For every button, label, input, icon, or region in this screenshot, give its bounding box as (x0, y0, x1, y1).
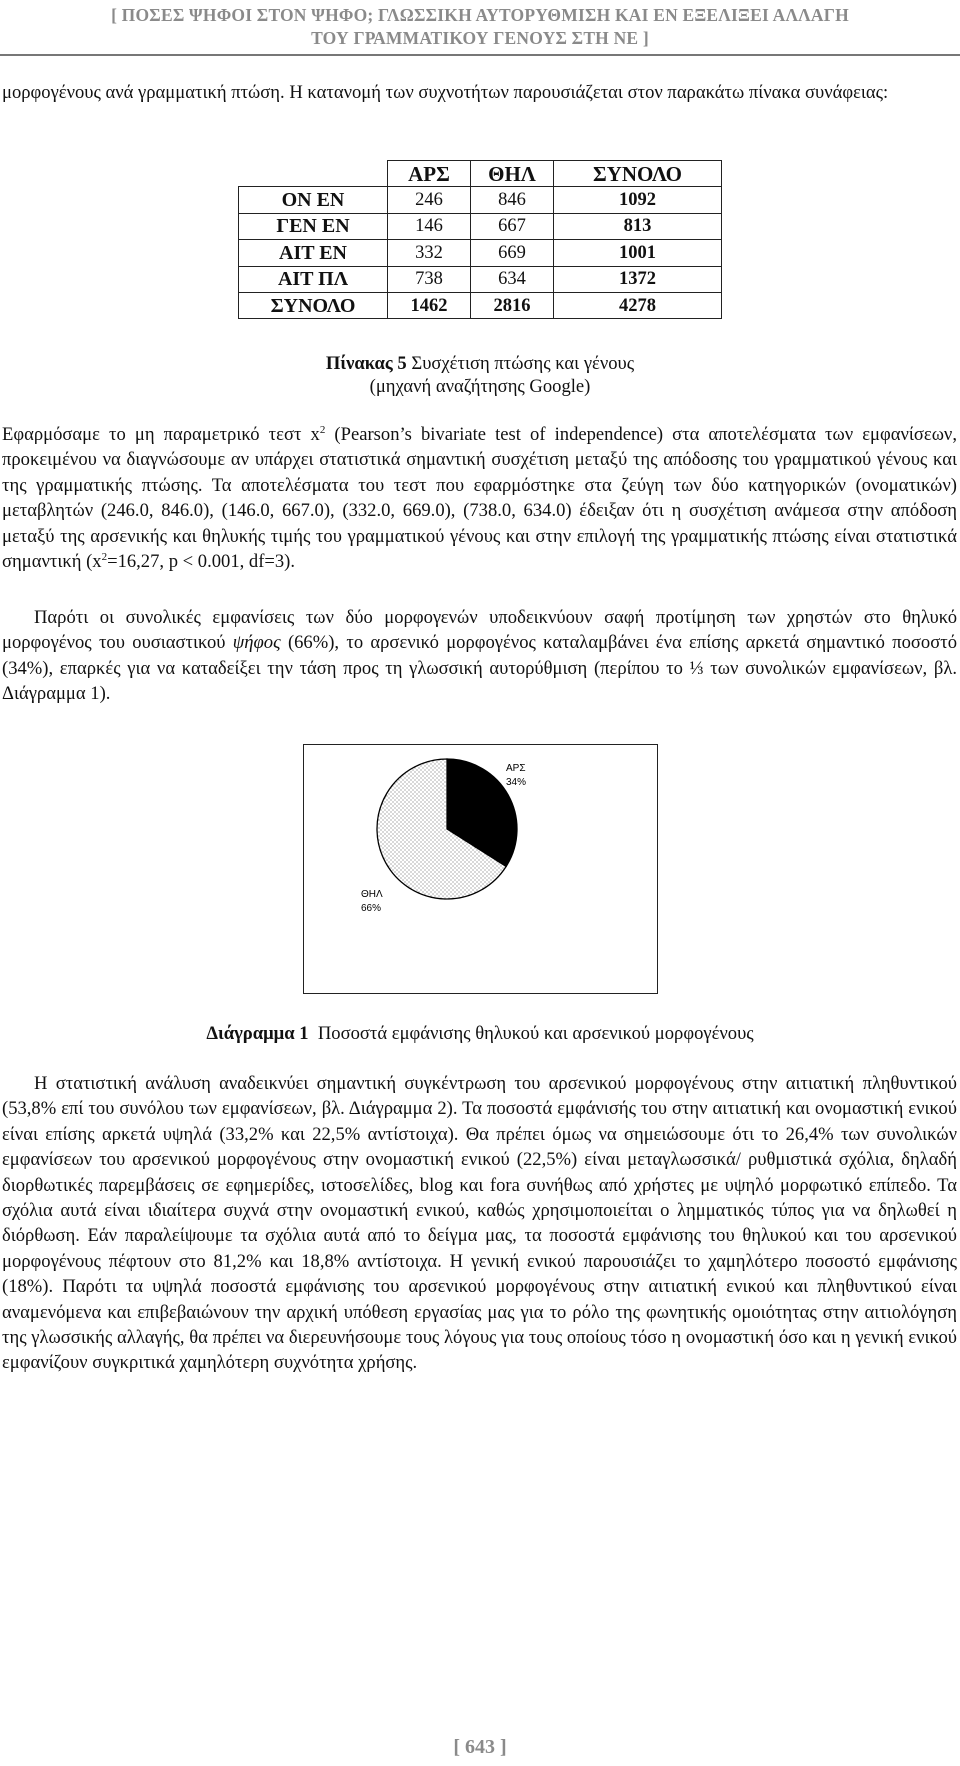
superscript: 2 (101, 551, 108, 564)
para1-text-a: Εφαρμόσαμε το μη παραμετρικό τεστ x (2, 424, 320, 445)
table-cell: 667 (471, 213, 554, 239)
table-caption-text: Συσχέτιση πτώσης και γένους (406, 353, 635, 374)
table-row (239, 213, 722, 239)
table-cell: 669 (471, 240, 554, 266)
superscript: 2 (319, 424, 326, 436)
running-header (0, 4, 960, 50)
table-corner-cell (239, 161, 388, 187)
paragraph-chi-square (2, 422, 957, 574)
contingency-table (238, 160, 722, 319)
table-cell: 246 (388, 187, 471, 213)
para2-text-a: Παρότι οι συνολικές εμφανίσεις των δύο μορφογενών υποδεικνύουν σαφή προτίμηση των χρηστών στο θηλυκό μορφογένος του ουσιαστικού (2, 607, 957, 654)
running-header-line1: [ ΠΟΣΕΣ ΨΗΦΟΙ ΣΤΟΝ ΨΗΦΟ; ΓΛΩΣΣΙΚΗ ΑΥΤΟΡΥΘΜΙΣΗ ΚΑΙ ΕΝ ΕΞΕΛΙΞΕΙ ΑΛΛΑΓΗ (111, 5, 849, 25)
para2-text-b: (66%), το αρσενικό μορφογένος καταλαμβάνει ένα επίσης αρκετά σημαντικό ποσοστό (34%), επαρκές για να καταδείξει την τάση προς τη γλωσσική αυτορύθμιση (περίπου το ⅓ των συνολικών εμφανίσεων, βλ. Διάγραμμα 1). (2, 632, 957, 705)
pie-category-label: ΑΡΣ (506, 763, 526, 774)
table-cell: 738 (388, 266, 471, 292)
table-cell: 846 (471, 187, 554, 213)
pie-percent-label: 66% (361, 903, 382, 914)
row-label: ΑΙΤ ΠΛ (239, 266, 388, 292)
paragraph-preference (2, 605, 957, 707)
pie-category-label: ΘΗΛ (361, 889, 383, 900)
table-cell-total: 1092 (554, 187, 722, 213)
table-cell-total: 813 (554, 213, 722, 239)
para1-text-c: =16,27, p < 0.001, df=3). (107, 551, 296, 573)
pie-percent-label: 34% (506, 777, 527, 788)
header-divider (0, 54, 960, 56)
table-header-cell: ΘΗΛ (471, 161, 554, 187)
table-row (239, 187, 722, 213)
table-cell: 1462 (388, 292, 471, 318)
para2-italic-word: ψήφος (232, 632, 281, 654)
intro-paragraph: μορφογένους ανά γραμματική πτώση. Η κατανομή των συχνοτήτων παρουσιάζεται στον παρακάτω πίνακα συνάφειας: (2, 82, 889, 103)
pie-chart (304, 745, 659, 995)
row-label: ΓΕΝ ΕΝ (239, 213, 388, 239)
table-cell: 146 (388, 213, 471, 239)
table-header-cell: ΣΥΝΟΛΟ (554, 161, 722, 187)
table-cell-total: 1372 (554, 266, 722, 292)
page-number: [ 643 ] (453, 1736, 507, 1758)
para1-text-b: (Pearson’s bivariate test of independence) στα αποτελέσματα των εμφανίσεων, προκειμένου να διαγνώσουμε αν υπάρχει στατιστικά σημαντική συσχέτιση μεταξύ της απόδοσης του γραμματικού γένους και της γραμματικής πτώσης. Τα αποτελέσματα του τεστ που εφαρμόστηκε στα ζεύγη των δύο κατηγορικών (ονοματικών) μεταβλητών (246.0, 846.0), (146.0, 667.0), (332.0, 669.0), (738.0, 634.0) έδειξαν ότι η συσχέτιση ανάμεσα στην απόδοση μεταξύ της αρσενικής και θηλυκής τιμής του γραμματικού γένους και στην επιλογή της γραμματικής πτώσης είναι στατιστικά σημαντική (x (2, 424, 957, 573)
figure-caption-text: Ποσοστά εμφάνισης θηλυκού και αρσενικού μορφογένους (308, 1023, 754, 1044)
figure-caption-label: Διάγραμμα 1 (206, 1023, 309, 1044)
running-header-line2: ΤΟΥ ΓΡΑΜΜΑΤΙΚΟΥ ΓΕΝΟΥΣ ΣΤΗ ΝΕ ] (311, 28, 649, 48)
table-caption-label: Πίνακας 5 (325, 353, 407, 374)
table-caption (0, 352, 960, 398)
table-cell: 634 (471, 266, 554, 292)
table-caption-subtitle: (μηχανή αναζήτησης Google) (369, 376, 591, 397)
pie-chart-frame (303, 744, 658, 994)
table-cell-total: 1001 (554, 240, 722, 266)
table-header-cell: ΑΡΣ (388, 161, 471, 187)
table-cell: 2816 (471, 292, 554, 318)
figure-caption (0, 1022, 960, 1045)
row-label: ΣΥΝΟΛΟ (239, 292, 388, 318)
table-row (239, 240, 722, 266)
table-row-total (239, 292, 722, 318)
table-cell: 332 (388, 240, 471, 266)
row-label: ΑΙΤ ΕΝ (239, 240, 388, 266)
table-header-row (239, 161, 722, 187)
row-label: ΟΝ ΕΝ (239, 187, 388, 213)
para3-text: Η στατιστική ανάλυση αναδεικνύει σημαντική συγκέντρωση του αρσενικού μορφογένους στην αιτιατική πληθυντικού (53,8% επί του συνόλου των εμφανίσεων, βλ. Διάγραμμα 2). Τα ποσοστά εμφάνισής του στην αιτιατική και ονομαστική ενικού είναι επίσης αρκετά υψηλά (33,2% και 22,5% αντίστοιχα). Θα πρέπει όμως να σημειώσουμε ότι το 26,4% των συνολικών εμφανίσεων του αρσενικού μορφογένους στην ονομαστική ενικού (22,5%) είναι μεταγλωσσικά/ ρυθμιστικά σχόλια, δηλαδή διορθωτικές παρεμβάσεις σε εφημερίδες, ιστοσελίδες, blog και fora συνήθως από χρήστες με υψηλό μορφωτικό επίπεδο. Τα σχόλια αυτά είναι ιδιαίτερα συχνά στην ονομαστική ενικού, καθώς χρησιμοποιείται ο λημματικός τύπος για να δηλωθεί η διόρθωση. Εάν παραλείψουμε τα σχόλια αυτά από το δείγμα μας, τα ποσοστά εμφάνισης του θηλυκού και του αρσενικού μορφογένους πέφτουν στο 81,2% και 18,8% αντίστοιχα. Η γενική ενικού παρουσιάζει το χαμηλότερο ποσοστό εμφάνισης (18%). Παρότι τα υψηλά ποσοστά εμφάνισης του αρσενικού μορφογένους στην αιτιατική ενικού και πληθυντικού είναι αναμενόμενα και επιβεβαιώνουν την αρχική υπόθεση εργασίας μας για το ρόλο της φωνητικής ομοιότητας στην αιτιολόγηση της γλωσσικής αλλαγής, θα πρέπει να διερευνήσουμε τους λόγους για τους οποίους τόσο η ονομαστική όσο και η γενική ενικού εμφανίζουν συγκριτικά χαμηλότερη συχνότητα χρήσης. (2, 1073, 957, 1374)
table-cell-total: 4278 (554, 292, 722, 318)
table-row (239, 266, 722, 292)
paragraph-analysis (2, 1071, 957, 1376)
